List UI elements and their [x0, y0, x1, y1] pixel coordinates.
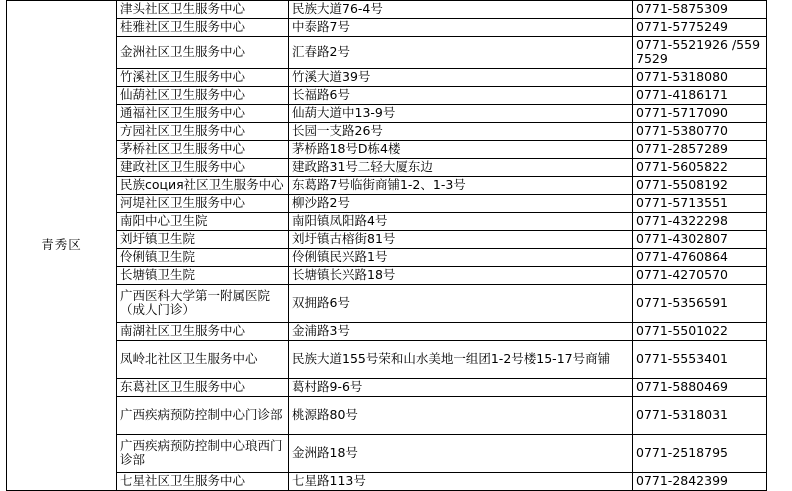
table-row — [7, 37, 767, 69]
table-row — [7, 158, 767, 176]
clinic-name: 凤岭北社区卫生服务中心 — [117, 340, 289, 378]
clinic-phone: 0771-5501022 — [633, 322, 767, 340]
table-row — [7, 140, 767, 158]
clinic-phone: 0771-5553401 — [633, 340, 767, 378]
clinic-name: 民族соция社区卫生服务中心 — [117, 176, 289, 194]
clinic-name: 广西医科大学第一附属医院（成人门诊） — [117, 284, 289, 322]
table-row — [7, 176, 767, 194]
table-row — [7, 340, 767, 378]
region-cell: 青秀区 — [7, 1, 117, 491]
clinic-address: 茅桥路18号D栋4楼 — [289, 140, 633, 158]
clinic-phone: 0771-5775249 — [633, 19, 767, 37]
clinic-name: 金洲社区卫生服务中心 — [117, 37, 289, 69]
clinic-phone: 0771-4270570 — [633, 266, 767, 284]
clinic-address: 金洲路18号 — [289, 434, 633, 472]
clinic-phone: 0771-5508192 — [633, 176, 767, 194]
clinic-address: 中泰路7号 — [289, 19, 633, 37]
clinic-name: 广西疾病预防控制中心门诊部 — [117, 396, 289, 434]
clinic-phone: 0771-5713551 — [633, 194, 767, 212]
table-row — [7, 434, 767, 472]
clinic-address: 桃源路80号 — [289, 396, 633, 434]
clinic-address: 汇春路2号 — [289, 37, 633, 69]
table-row — [7, 1, 767, 19]
clinic-phone: 0771-5356591 — [633, 284, 767, 322]
clinic-phone: 0771-2842399 — [633, 472, 767, 490]
clinic-phone: 0771-4302807 — [633, 230, 767, 248]
clinic-address: 民族大道155号荣和山水美地一组团1-2号楼15-17号商铺 — [289, 340, 633, 378]
clinic-address: 长园一支路26号 — [289, 122, 633, 140]
clinic-phone: 0771-2518795 — [633, 434, 767, 472]
clinic-name: 七星社区卫生服务中心 — [117, 472, 289, 490]
table-row — [7, 248, 767, 266]
table-row — [7, 68, 767, 86]
clinic-phone: 0771-4322298 — [633, 212, 767, 230]
clinic-name: 伶俐镇卫生院 — [117, 248, 289, 266]
table-row — [7, 378, 767, 396]
table-row — [7, 284, 767, 322]
clinic-name: 南湖社区卫生服务中心 — [117, 322, 289, 340]
table-body — [7, 1, 767, 491]
table-row — [7, 122, 767, 140]
clinic-address: 南阳镇凤阳路4号 — [289, 212, 633, 230]
clinic-address: 长福路6号 — [289, 86, 633, 104]
clinic-name: 广西疾病预防控制中心琅西门诊部 — [117, 434, 289, 472]
clinic-address: 葛村路9-6号 — [289, 378, 633, 396]
clinic-phone: 0771-5521926 /5597529 — [633, 37, 767, 69]
clinic-address: 长塘镇长兴路18号 — [289, 266, 633, 284]
table-row — [7, 396, 767, 434]
clinic-phone: 0771-5717090 — [633, 104, 767, 122]
clinic-address: 民族大道76-4号 — [289, 1, 633, 19]
clinic-phone: 0771-5318080 — [633, 68, 767, 86]
clinic-address: 东葛路7号临街商铺1-2、1-3号 — [289, 176, 633, 194]
clinic-phone: 0771-2857289 — [633, 140, 767, 158]
clinic-name: 东葛社区卫生服务中心 — [117, 378, 289, 396]
table-row — [7, 194, 767, 212]
clinic-phone: 0771-4760864 — [633, 248, 767, 266]
clinic-address: 柳沙路2号 — [289, 194, 633, 212]
clinic-phone: 0771-5880469 — [633, 378, 767, 396]
clinic-phone: 0771-5605822 — [633, 158, 767, 176]
clinic-name: 建政社区卫生服务中心 — [117, 158, 289, 176]
table-row — [7, 230, 767, 248]
clinic-address: 仙葫大道中13-9号 — [289, 104, 633, 122]
clinic-name: 河堤社区卫生服务中心 — [117, 194, 289, 212]
clinic-name: 桂雅社区卫生服务中心 — [117, 19, 289, 37]
clinic-address: 建政路31号二轻大厦东边 — [289, 158, 633, 176]
table-row — [7, 266, 767, 284]
table-row — [7, 19, 767, 37]
clinic-name: 方园社区卫生服务中心 — [117, 122, 289, 140]
clinic-phone: 0771-4186171 — [633, 86, 767, 104]
table-row — [7, 86, 767, 104]
clinic-name: 仙葫社区卫生服务中心 — [117, 86, 289, 104]
clinic-phone: 0771-5318031 — [633, 396, 767, 434]
clinic-name: 津头社区卫生服务中心 — [117, 1, 289, 19]
table-row — [7, 472, 767, 490]
clinic-phone: 0771-5380770 — [633, 122, 767, 140]
clinic-name: 通福社区卫生服务中心 — [117, 104, 289, 122]
clinic-address: 竹溪大道39号 — [289, 68, 633, 86]
clinic-name: 长塘镇卫生院 — [117, 266, 289, 284]
clinic-address: 七星路113号 — [289, 472, 633, 490]
clinic-address: 双拥路6号 — [289, 284, 633, 322]
clinic-name: 茅桥社区卫生服务中心 — [117, 140, 289, 158]
clinic-address: 伶俐镇民兴路1号 — [289, 248, 633, 266]
clinic-name: 刘圩镇卫生院 — [117, 230, 289, 248]
clinic-address: 金浦路3号 — [289, 322, 633, 340]
clinic-address: 刘圩镇古榕街81号 — [289, 230, 633, 248]
clinic-phone: 0771-5875309 — [633, 1, 767, 19]
table-row — [7, 322, 767, 340]
table-row — [7, 104, 767, 122]
clinic-name: 竹溪社区卫生服务中心 — [117, 68, 289, 86]
clinic-name: 南阳中心卫生院 — [117, 212, 289, 230]
table-row — [7, 212, 767, 230]
clinic-list-table — [6, 0, 767, 491]
